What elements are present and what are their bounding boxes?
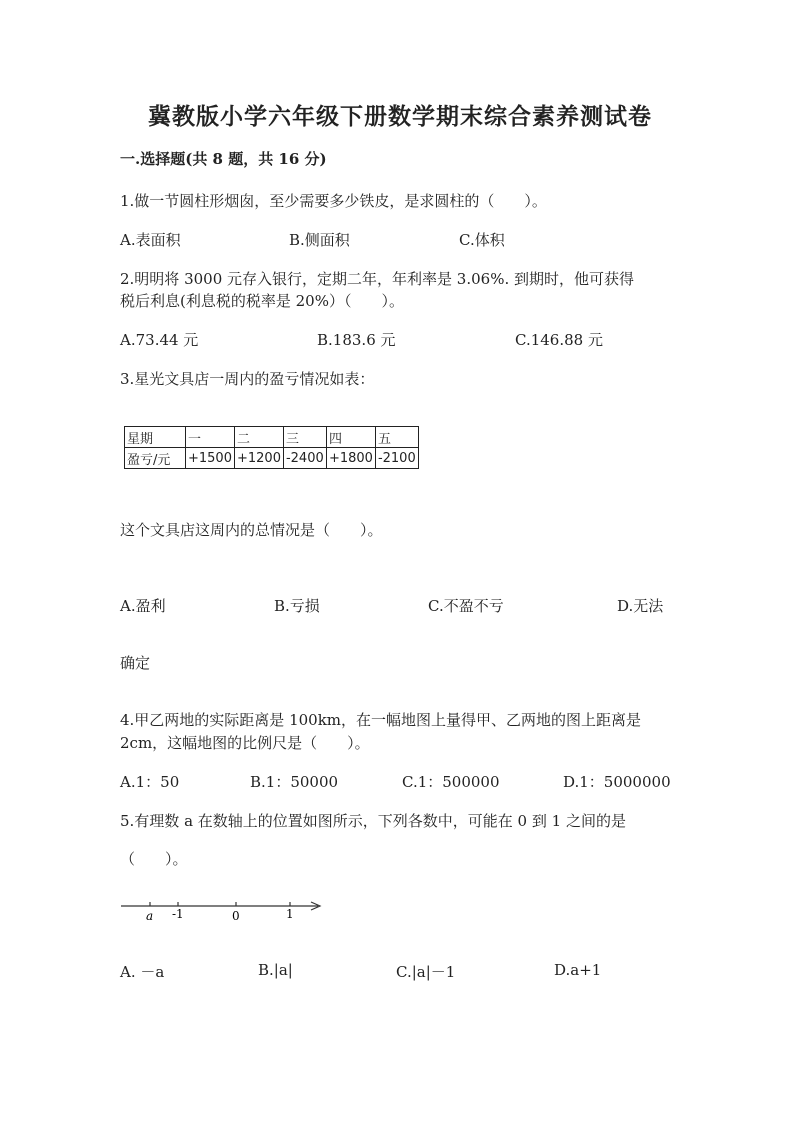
table-cell: 一 [186,427,235,448]
table-row [125,448,419,469]
q5-option-d: D.a+1 [554,961,602,979]
table-cell: 盈亏/元 [125,448,186,469]
question-5-text-line2: （ ）。 [120,850,188,868]
table-cell: 星期 [125,427,186,448]
table-cell: 三 [283,427,326,448]
q5-option-a: A. －a [120,963,165,981]
number-line [118,896,328,926]
q4-option-a: A.1：50 [120,773,180,791]
axis-label-neg1: -1 [172,907,184,921]
table-cell: +1800 [326,448,375,469]
q2-option-a: A.73.44 元 [120,331,199,349]
q4-option-c: C.1：500000 [402,773,500,791]
q4-option-b: B.1：50000 [250,773,339,791]
q3-option-c: C.不盈不亏 [428,597,504,615]
q3-option-a: A.盈利 [120,597,166,615]
question-2-text-line1: 2.明明将 3000 元存入银行，定期二年，年利率是 3.06%. 到期时，他可获得 [120,270,634,288]
table-cell: 五 [375,427,418,448]
q1-option-c: C.体积 [459,231,505,249]
table-cell: 二 [234,427,283,448]
question-5-text-line1: 5.有理数 a 在数轴上的位置如图所示，下列各数中，可能在 0 到 1 之间的是 [120,812,626,830]
section-heading: 一.选择题(共 8 题，共 16 分) [120,150,327,168]
table-cell: -2400 [283,448,326,469]
table-cell: +1500 [186,448,235,469]
q2-option-b: B.183.6 元 [317,331,396,349]
table-cell: +1200 [234,448,283,469]
q3-option-b: B.亏损 [274,597,320,615]
q1-option-b: B.侧面积 [289,231,350,249]
question-1-text: 1.做一节圆柱形烟囱，至少需要多少铁皮，是求圆柱的（ ）。 [120,192,547,210]
q3-option-d: D.无法 [617,597,664,615]
q3-option-d-continued: 确定 [120,654,151,672]
question-2-text-line2: 税后利息(利息税的税率是 20%）（ ）。 [120,292,404,310]
page-title: 冀教版小学六年级下册数学期末综合素养测试卷 [148,103,652,130]
axis-label-1: 1 [286,907,294,921]
table-cell: 四 [326,427,375,448]
question-3-prompt: 这个文具店这周内的总情况是（ ）。 [120,521,383,539]
table-cell: -2100 [375,448,418,469]
table-header-row [125,427,419,448]
q5-option-b: B.|a| [258,961,293,979]
question-4-text-line2: 2cm，这幅地图的比例尺是（ ）。 [120,734,370,752]
question-3-text: 3.星光文具店一周内的盈亏情况如表： [120,370,375,388]
q5-option-c: C.|a|－1 [396,963,456,981]
axis-label-0: 0 [232,909,240,923]
q1-option-a: A.表面积 [120,231,181,249]
q4-option-d: D.1：5000000 [563,773,671,791]
q2-option-c: C.146.88 元 [515,331,603,349]
profit-loss-table [124,426,419,469]
axis-label-a: a [146,909,154,923]
question-4-text-line1: 4.甲乙两地的实际距离是 100km，在一幅地图上量得甲、乙两地的图上距离是 [120,711,642,729]
